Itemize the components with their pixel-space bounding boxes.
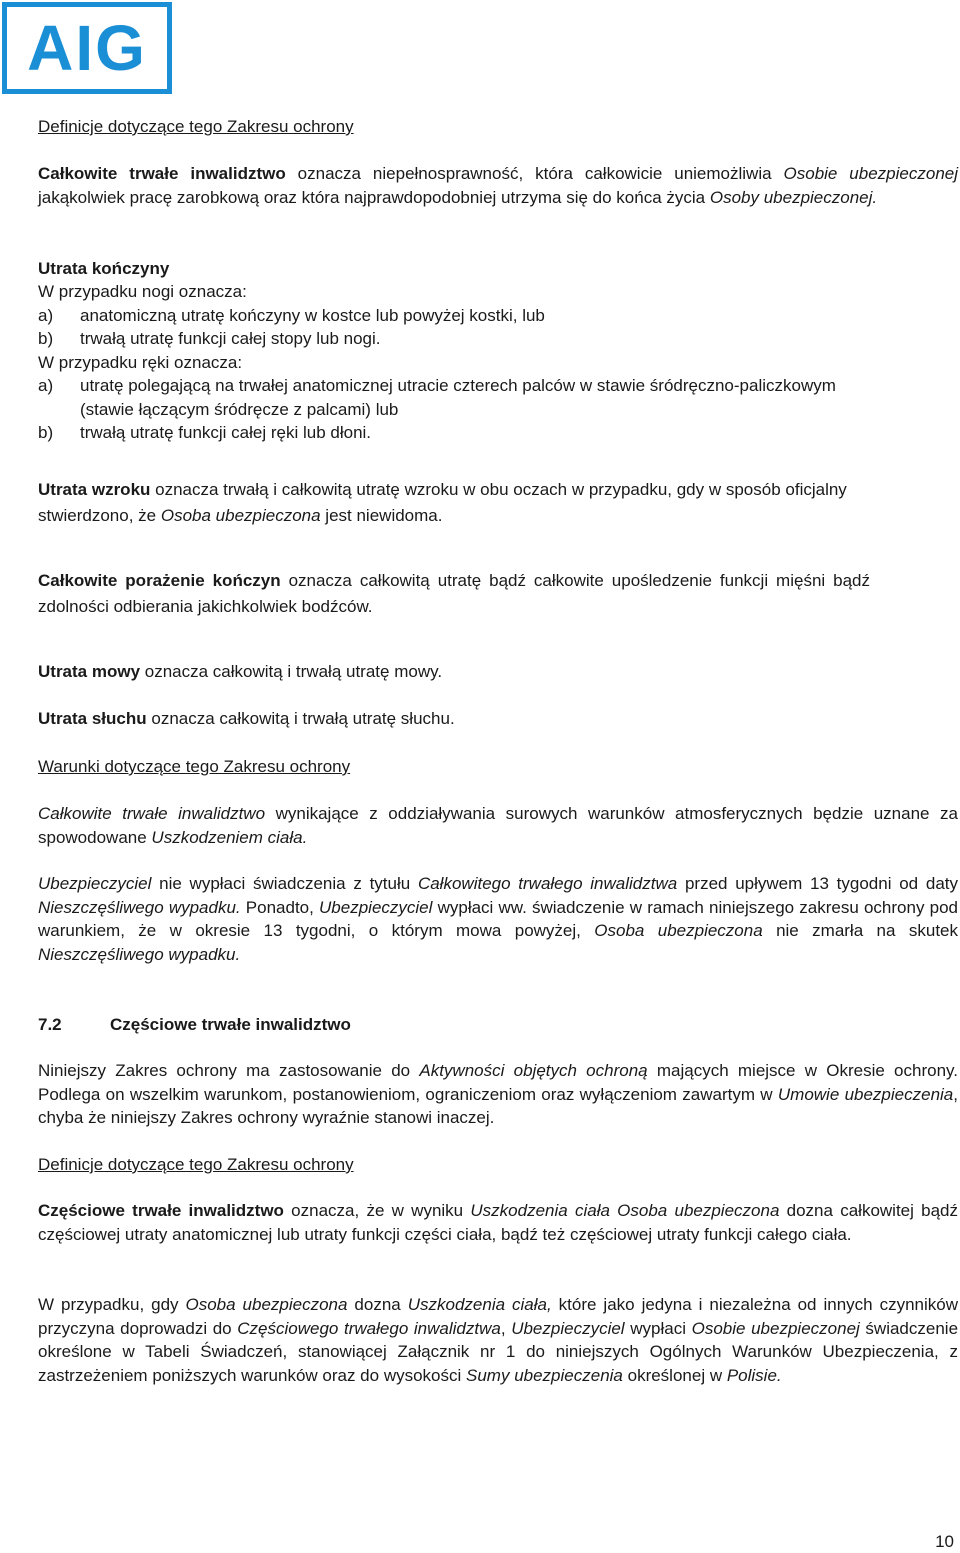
paralysis-definition xyxy=(38,568,870,620)
text: , xyxy=(500,1318,512,1338)
conditions-paragraph xyxy=(38,872,958,966)
scope-paragraph xyxy=(38,1059,958,1130)
definitions-heading: Definicje dotyczące tego Zakresu ochrony xyxy=(38,117,354,136)
text: mających miejsce w Okresie ochrony. Podlega on wszelkim warunkom, postanowieniom, ograniczeniom oraz wyłączeniom zawartym w xyxy=(38,1061,958,1104)
text: wypłaci xyxy=(624,1318,692,1338)
term-ref: Częściowego trwałego inwalidztwa xyxy=(237,1318,501,1338)
term-ref: Nieszczęśliwego wypadku. xyxy=(38,944,241,964)
text: Niniejszy Zakres ochrony ma zastosowanie do xyxy=(38,1061,420,1080)
term-ref: Umowie ubezpieczenia xyxy=(777,1084,954,1104)
aig-logo xyxy=(2,2,172,94)
text: jakąkolwiek pracę zarobkową oraz która najprawdopodobniej utrzyma się do końca życia xyxy=(38,187,710,207)
text: oznacza całkowitą i trwałą utratę słuchu. xyxy=(146,709,455,728)
text: wypłaci ww. świadczenie w ramach niniejszego zakresu ochrony pod warunkiem, że w okresie 13 tygodni, o którym mowa powyżej, xyxy=(38,897,958,940)
term-ref: Osoby ubezpieczonej. xyxy=(709,187,878,207)
definitions-heading: Definicje dotyczące tego Zakresu ochrony xyxy=(38,1155,354,1174)
speech-loss-definition xyxy=(38,660,958,684)
text: , chyba że niniejszy Zakres ochrony wyraźnie stanowi inaczej. xyxy=(38,1084,958,1127)
list-text: anatomiczną utratę kończyny w kostce lub powyżej kostki, lub xyxy=(80,306,545,325)
partial-disability-definition xyxy=(38,1199,958,1246)
term: Utrata mowy xyxy=(38,662,141,681)
text: oznacza trwałą i całkowitą utratę wzroku w obu oczach w przypadku, gdy w sposób oficjalny stwierdzono, że xyxy=(38,480,847,525)
list-text: trwałą utratę funkcji całej stopy lub nogi. xyxy=(80,329,381,348)
text: oznacza całkowitą i trwałą utratę mowy. xyxy=(140,662,443,681)
term-ref: Osoba ubezpieczona xyxy=(594,921,763,940)
text: przed upływem 13 tygodni od daty xyxy=(677,874,958,893)
term-ref: Całkowite trwałe inwalidztwo xyxy=(38,804,266,823)
term-ref: Ubezpieczyciel xyxy=(319,897,433,917)
text: określonej w xyxy=(622,1365,727,1385)
term-ref: Polisie. xyxy=(726,1365,782,1385)
list-text: trwałą utratę funkcji całej ręki lub dłoni. xyxy=(80,423,372,442)
partial-disability-paragraph xyxy=(38,1293,958,1387)
text: jest niewidoma. xyxy=(320,506,443,525)
list-item xyxy=(38,421,958,445)
list-label: b) xyxy=(38,329,54,348)
text: dozna xyxy=(347,1295,408,1314)
text: W przypadku, gdy xyxy=(38,1295,186,1314)
term-ref: Ubezpieczyciel xyxy=(38,874,152,893)
list-item xyxy=(38,304,958,328)
arm-intro: W przypadku ręki oznacza: xyxy=(38,353,243,372)
term-ref: Całkowitego trwałego inwalidztwa xyxy=(417,874,678,893)
text: oznacza całkowitą utratę bądź całkowite upośledzenie funkcji mięśni bądź zdolności odbierania jakichkolwiek bodźców. xyxy=(38,571,870,616)
term: Utrata wzroku xyxy=(38,480,151,499)
leg-intro: W przypadku nogi oznacza: xyxy=(38,282,247,301)
section-title: Częściowe trwałe inwalidztwo xyxy=(110,1015,351,1034)
term-ref: Nieszczęśliwego wypadku. xyxy=(38,897,241,917)
limb-loss-title: Utrata kończyny xyxy=(38,259,170,278)
conditions-paragraph xyxy=(38,802,958,849)
text: Ponadto, xyxy=(240,897,320,917)
text: oznacza, że w wyniku xyxy=(283,1201,471,1220)
list-item xyxy=(38,327,958,351)
term-ref: Sumy ubezpieczenia xyxy=(466,1365,623,1385)
text: oznacza niepełnosprawność, która całkowicie uniemożliwia xyxy=(285,164,784,183)
text: nie zmarła na skutek xyxy=(762,921,958,940)
section-number: 7.2 xyxy=(38,1015,62,1034)
total-disability-definition xyxy=(38,162,958,209)
text: nie wypłaci świadczenia z tytułu xyxy=(151,874,418,893)
list-label: a) xyxy=(38,376,54,395)
text: które jako jedyna i niezależna od innych czynników przyczyna doprowadzi do xyxy=(38,1295,958,1338)
list-label: a) xyxy=(38,306,54,325)
list-text: utratę polegającą na trwałej anatomicznej utracie czterech palców w stawie śródręczno-paliczkowym (stawie łączącym śródręcze z palcami) lub xyxy=(80,376,836,419)
term-ref: Osoba ubezpieczona xyxy=(160,506,321,525)
list-item xyxy=(38,374,868,421)
text: wynikające z oddziaływania surowych warunków atmosferycznych będzie uznane za spowodowane xyxy=(38,804,958,847)
term-ref: Osobie ubezpieczonej xyxy=(691,1318,860,1338)
term: Utrata słuchu xyxy=(38,709,147,728)
term-ref: Osoba ubezpieczona xyxy=(185,1295,348,1314)
term-ref: Uszkodzenia ciała, xyxy=(407,1295,552,1314)
term-ref: Uszkodzeniem ciała. xyxy=(151,827,308,847)
term-ref: Aktywności objętych ochroną xyxy=(419,1061,648,1080)
term-ref: Uszkodzenia ciała Osoba ubezpieczona xyxy=(470,1201,780,1220)
term-ref: Ubezpieczyciel xyxy=(511,1318,625,1338)
term-ref: Osobie ubezpieczonej xyxy=(783,164,959,183)
text: świadczenie określone w Tabeli Świadczeń, stanowiącej Załącznik nr 1 do niniejszych Ogólnych Warunków Ubezpieczenia, z zastrzeżeniem poniższych warunków oraz do wysokości xyxy=(38,1318,959,1385)
conditions-heading: Warunki dotyczące tego Zakresu ochrony xyxy=(38,757,351,776)
term: Całkowite porażenie kończyn xyxy=(38,571,281,590)
page-number: 10 xyxy=(935,1532,954,1551)
sight-loss-definition xyxy=(38,477,878,529)
term: Częściowe trwałe inwalidztwo xyxy=(38,1201,284,1220)
logo-text: AIG xyxy=(27,12,147,84)
list-label: b) xyxy=(38,423,54,442)
hearing-loss-definition xyxy=(38,707,958,731)
term: Całkowite trwałe inwalidztwo xyxy=(38,164,286,183)
text: dozna całkowitej bądź częściowej utraty anatomicznej lub utraty funkcji części ciała, bądź też częściowej utraty funkcji całego ciała. xyxy=(38,1201,959,1244)
